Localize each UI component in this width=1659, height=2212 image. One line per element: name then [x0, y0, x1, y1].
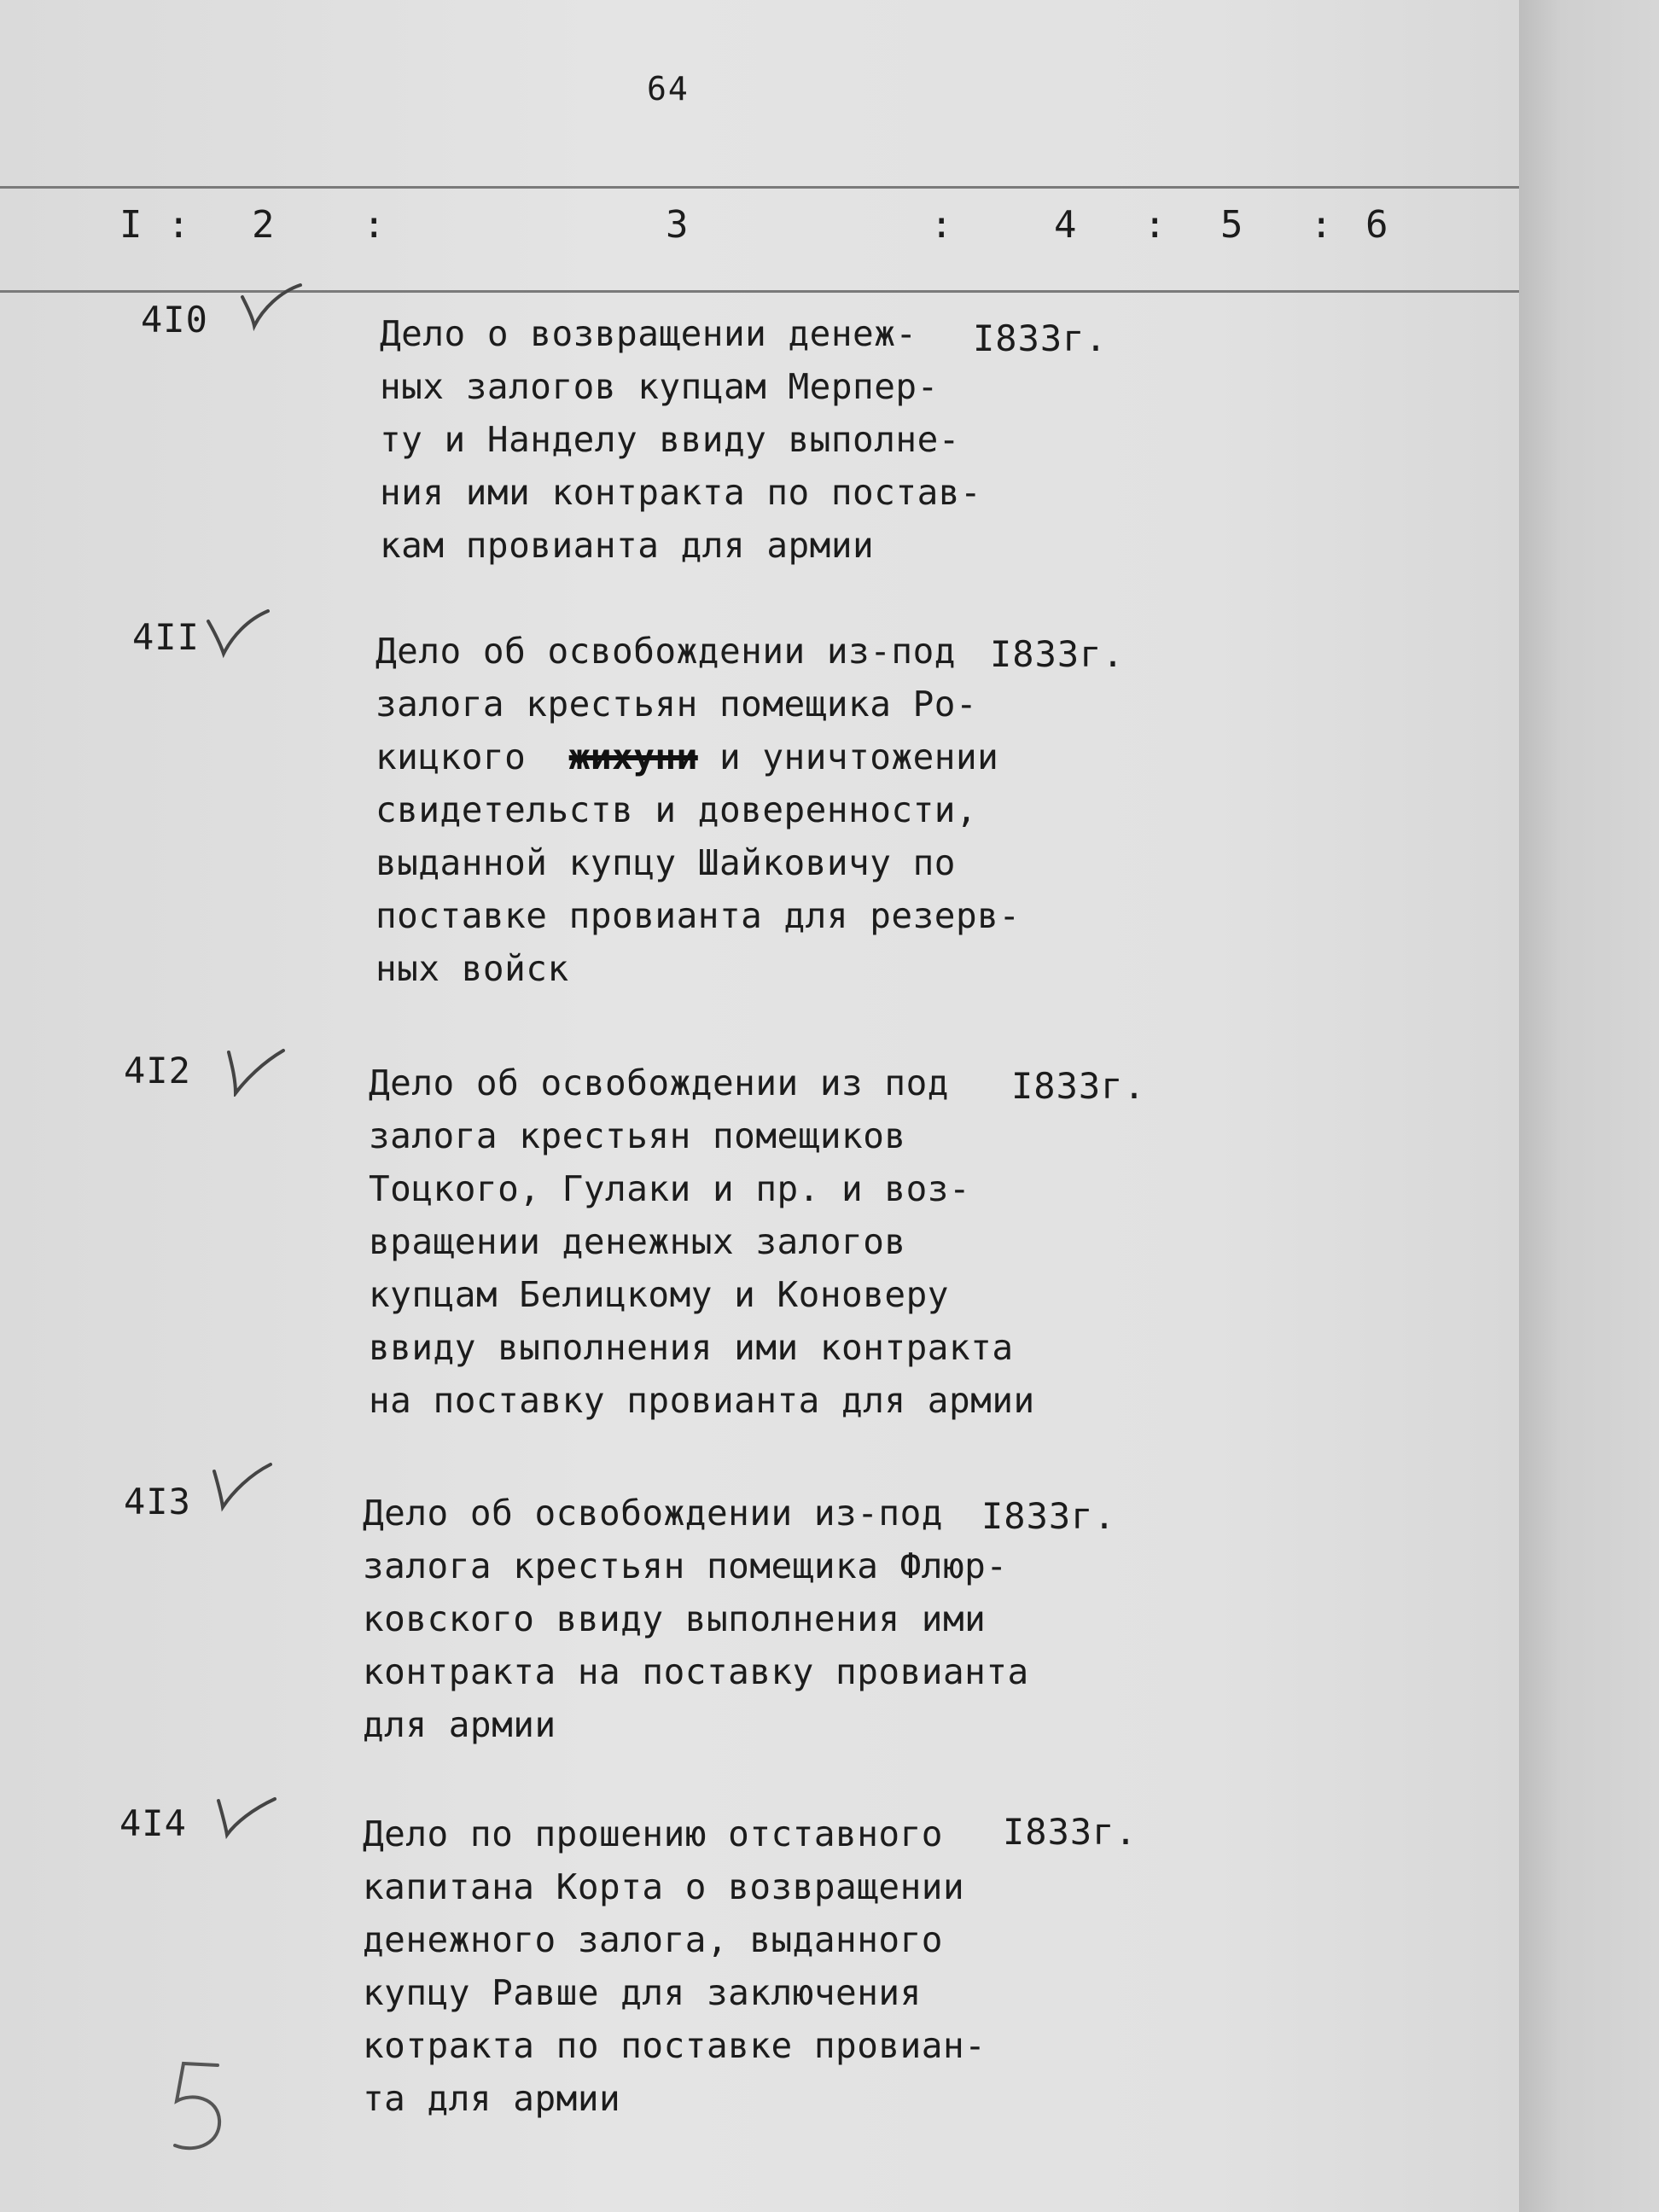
entry-line: купцу Равше для заключения	[363, 1972, 922, 2013]
column-separator: :	[167, 203, 190, 247]
entry-line: контракта на поставку провианта	[363, 1651, 1029, 1692]
entry-line: денежного залога, выданного	[363, 1919, 943, 1960]
header-rule-bottom	[0, 290, 1519, 293]
entry-description	[369, 1057, 1035, 1427]
entry-line: Дело о возвращении денеж-	[380, 313, 917, 354]
column-separator: :	[1144, 203, 1167, 247]
entry-description	[375, 625, 1021, 995]
column-header-3: 3	[666, 203, 689, 247]
entry-line: залога крестьян помещика Ро-	[375, 684, 978, 725]
entry-description	[363, 1807, 986, 2125]
entry-year: I833г.	[973, 317, 1108, 359]
entry-line: ввиду выполнения ими контракта	[369, 1327, 1014, 1368]
checkmark-icon	[205, 608, 273, 659]
entry-line: Дело об освобождении из-под	[375, 631, 956, 672]
entry-number: 4I0	[141, 299, 208, 341]
entry-line: на поставку провианта для армии	[369, 1380, 1035, 1421]
handwritten-number-5	[158, 2057, 235, 2159]
column-header-2: 2	[252, 203, 275, 247]
entry-line: Дело об освобождении из под	[369, 1062, 949, 1103]
entry-line: ту и Нанделу ввиду выполне-	[380, 419, 960, 460]
entry-line: поставке провианта для резерв-	[375, 895, 1021, 936]
entry-line: залога крестьян помещиков	[369, 1115, 906, 1156]
entry-line: выданной купцу Шайковичу по	[375, 842, 956, 883]
struck-out-word: жихуни	[568, 736, 698, 777]
entry-line: Тоцкого, Гулаки и пр. и воз-	[369, 1168, 971, 1209]
entry-year: I833г.	[1011, 1065, 1146, 1107]
checkmark-icon	[239, 282, 307, 333]
entry-line: для армии	[363, 1704, 556, 1745]
checkmark-icon	[209, 1461, 277, 1512]
column-header-1: I	[119, 203, 143, 247]
column-separator: :	[1310, 203, 1333, 247]
column-separator: :	[930, 203, 953, 247]
page-edge-shadow	[1519, 0, 1659, 2212]
entry-line: капитана Корта о возвращении	[363, 1866, 965, 1907]
entry-line: купцам Белицкому и Коноверу	[369, 1274, 949, 1315]
checkmark-icon	[224, 1045, 292, 1097]
entry-number: 4I3	[124, 1481, 191, 1522]
column-separator: :	[363, 203, 386, 247]
entry-year: I833г.	[990, 633, 1125, 675]
entry-year: I833г.	[981, 1495, 1116, 1537]
entry-line: ных залогов купцам Мерпер-	[380, 366, 939, 407]
entry-line: кам провианта для армии	[380, 525, 875, 566]
entry-line: ковского ввиду выполнения ими	[363, 1598, 987, 1639]
entry-description	[380, 307, 981, 572]
column-header-4: 4	[1054, 203, 1077, 247]
checkmark-icon	[213, 1792, 282, 1843]
entry-number: 4II	[132, 616, 200, 658]
page-number: 64	[647, 70, 690, 108]
entry-line: залога крестьян помещика Флюр-	[363, 1545, 1008, 1586]
entry-line: свидетельств и доверенности,	[375, 789, 978, 830]
entry-line-end: и уничтожении	[719, 736, 999, 777]
entry-number: 4I2	[124, 1050, 191, 1091]
entry-line: вращении денежных залогов	[369, 1221, 906, 1262]
entry-line: та для армии	[363, 2078, 621, 2119]
entry-number: 4I4	[119, 1802, 187, 1844]
header-rule-top	[0, 186, 1519, 189]
entry-line: котракта по поставке провиан-	[363, 2025, 987, 2066]
column-header-6: 6	[1365, 203, 1388, 247]
entry-line	[375, 731, 1021, 783]
entry-line: ных войск	[375, 948, 569, 989]
entry-line: ния ими контракта по постав-	[380, 472, 982, 513]
entry-year: I833г.	[1003, 1811, 1138, 1853]
entry-line: Дело об освобождении из-под	[363, 1493, 943, 1534]
column-header-5: 5	[1220, 203, 1243, 247]
entry-line-start: кицкого	[375, 736, 527, 777]
entry-description	[363, 1487, 1029, 1751]
entry-line: Дело по прошению отставного	[363, 1813, 943, 1854]
